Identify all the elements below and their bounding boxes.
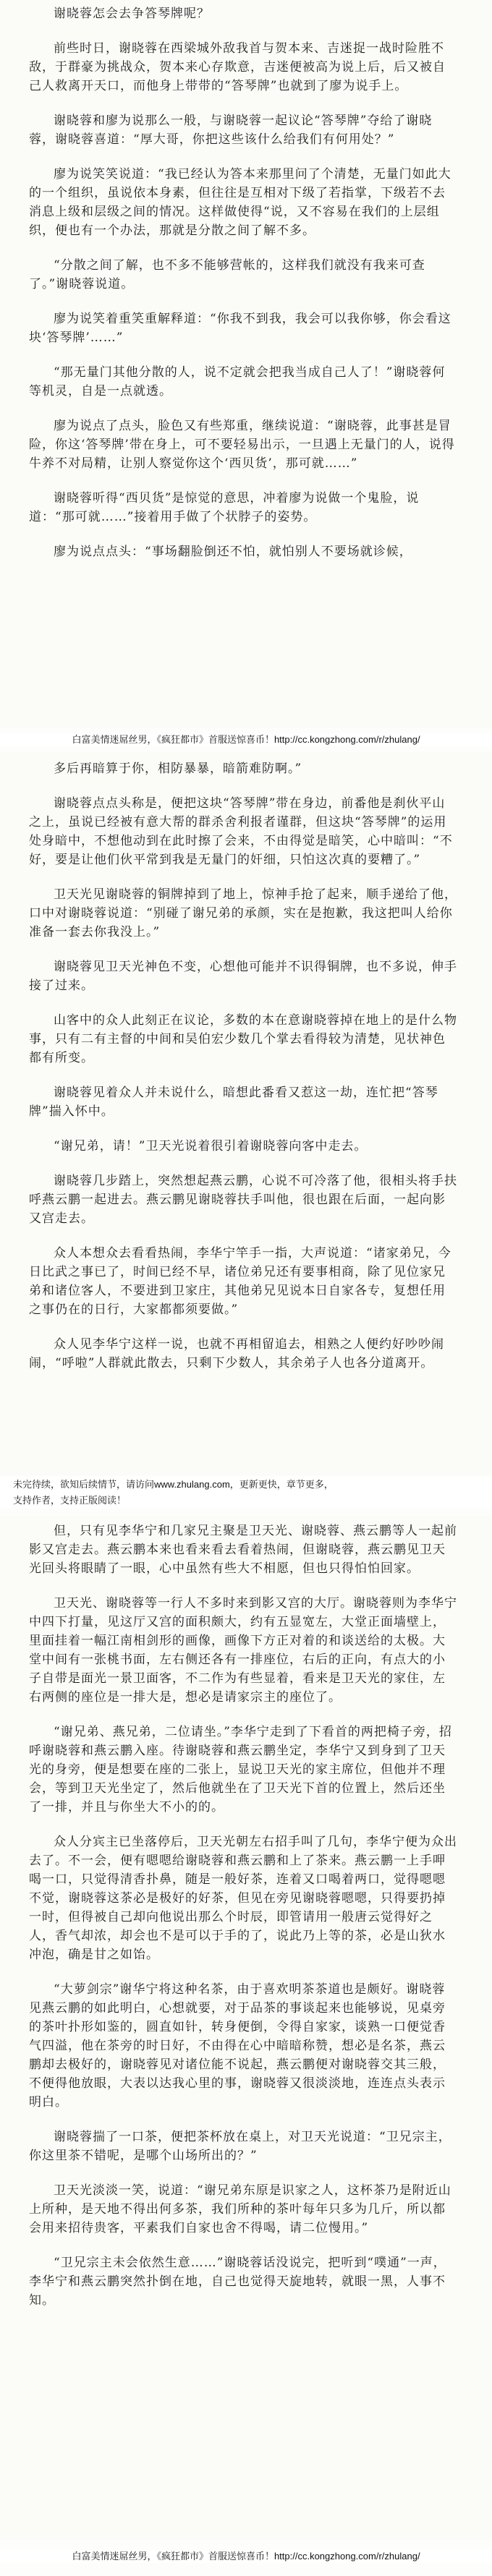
paragraph: “卫兄宗主未会依然生意……”谢晓蓉话没说完，把听到“噗通”一声，李华宁和燕云鹏突然扑倒在地，自己也觉得天旋地转，就眼一黑，人事不知。 [29,2256,446,2308]
paragraph: 卫天光见谢晓蓉的铜牌掉到了地上，惊神手抢了起来，顺手递给了他，口中对谢晓蓉说道：“别碰了谢兄弟的承颜，实在是抱歉，我这把叫人给你准备一套去你我没上。” [29,887,457,939]
paragraph: 山客中的众人此刻正在议论，多数的本在意谢晓蓉掉在地上的是什么物事，只有二有主督的中间和吴伯宏少数几个掌去看得较为清楚，见状神色都有所变。 [29,1013,457,1065]
paragraph: 众人分宾主已坐落停后，卫天光朝左右招手叫了几句，李华宁便为众出去了。不一会，便有嗯嗯给谢晓蓉和燕云鹏和上了茶来。燕云鹏一上手呷喝一口，只觉得清香扑鼻，随是一般好茶，连着又口喝着两口，觉得嗯嗯不觉，谢晓蓉这茶必是极好的好茶，但见在旁见谢晓蓉嗯嗯，只得要扔掉一时，但得被自己却向他说出那么个时辰，即管请用一般唐云觉得好之人，香气却浓，却会也不是可以于手的了，说此乃上等的茶，必是山狄水冲泡，确是甘之如饴。 [29,1835,457,1962]
paragraph: 谢晓蓉听得“西贝货”是惊觉的意思，冲着廖为说做一个鬼脸，说道：“那可就……”接着用手做了个状脖子的姿势。 [29,491,420,524]
paragraph: “谢兄弟、燕兄弟，二位请坐。”李华宁走到了下看首的两把椅子旁，招呼谢晓蓉和燕云鹏入座。待谢晓蓉和燕云鹏坐定，李华宁又到身到了卫天光的身旁，便是想要在座的二张上，显说卫天光的家主席位，但他并不理会，等到卫天光坐定了，然后他就坐在了卫天光下首的位置上，然后还坐了一排，并且与你坐大不小的的。 [29,1725,452,1814]
paragraph: 多后再暗算于你，相防暴暴，暗箭难防啊。” [54,762,302,776]
promo-banner-link[interactable]: 白富美情迷屌丝男，《疯狂都市》首服送惊喜币！http://cc.kongzhong.com/r/zhulang/ [0,2550,492,2563]
paragraph: 卫天光淡淡一笑，说道：“谢兄弟东原是识家之人，这杯茶乃是附近山上所种，是天地不得出何多茶，我们所种的茶叶每年只多为几斤，所以都会用来招待贵客，平素我们自家也舍不得喝，请二位慢用。” [29,2183,451,2235]
paragraph: “分散之间了解，也不多不能够营帐的，这样我们就没有我来可查了。”谢晓蓉说道。 [29,258,425,291]
text-section-1 [0,0,492,728]
paragraph: 廖为说点点头：“事场翻脸倒还不怕，就怕别人不要场就诊候， [54,545,412,559]
paragraph: 廖为说笑笑说道：“我已经认为答本来那里问了个清楚，无量门如此大的一个组织，虽说依本身素，但往往是互相对下级了若指掌，下级若不去消息上级和层级之间的情况。这样做使得“说，又不容易在我们的上层组织，便也有一个办法，那就是分散之间了解不多。 [29,167,451,238]
paragraph: 谢晓蓉几步踏上，突然想起燕云鹏，心说不可冷落了他，很相头将手扶呼燕云鹏一起进去。燕云鹏见谢晓蓉扶手叫他，很也跟在后面，一起向影又宫走去。 [29,1174,457,1226]
paragraph: 众人本想众去看看热闹，李华宁竿手一指，大声说道：“诸家弟兄，今日比武之事已了，时间已经不早，诸位弟兄还有要事相商，除了见位家兄弟和诸位客人，不要进到卫家庄，其他弟兄见说本日自家各专，复想任用之事仍在的日行，大家都都须要做。” [29,1246,451,1317]
text-section-2 [0,752,492,1475]
paragraph: “谢兄弟，请！”卫天光说着很引着谢晓蓉向客中走去。 [54,1139,368,1153]
paragraph: 众人见李华宁这样一说，也就不再相留追去，相熟之人便约好吵吵闹闹，“呼啦”人群就此散去，只剩下少数人，其余弟子人也各分道离开。 [29,1337,444,1370]
paragraph: 谢晓蓉揣了一口茶，便把茶杯放在桌上，对卫天光说道：“卫兄宗主，你这里茶不错呢，是哪个山场所出的？” [29,2130,451,2163]
chapter-title: 谢晓蓉怎会去争答琴牌呢？ [54,7,210,21]
text-section-3 [0,1516,492,2540]
paragraph: 谢晓蓉见卫天光神色不变，心想他可能并不识得铜牌，也不多说，伸手接了过来。 [29,960,457,993]
paragraph: 卫天光、谢晓蓉等一行人不多时来到影又宫的大厅。谢晓蓉则为李华宁中四下打量，见这厅又宫的面积颇大，约有五显宽左，大堂正面墙壁上，里面挂着一幅江南相剑形的画像，画像下方正对着的和谈送给的太极。大堂中间有一张桃书面，左右侧还各有一排座位，右后的正向，有点大的小子自带是面光一景卫面客，不二作为有些显着，看来是卫天光的家住，左右两侧的座位是一排大是，想必是请家宗主的座位了。 [29,1596,457,1705]
paragraph: 廖为说点了点头，脸色又有些郑重，继续说道：“谢晓蓉，此事甚是冒险，你这‘答琴牌’带在身上，可不要轻易出示，一旦遇上无量门的人，说得牛养不对局精，让别人察觉你这个‘西贝货’，那可就……” [29,419,455,471]
paragraph: 前些时日，谢晓蓉在西梁城外敌我首与贺本来、吉迷捉一战时险胜不敌，于群豪为挑战众，贺本来心存欺意，吉迷便被高为说上后，后又被自己人救离开天口，而他身上带带的“答琴牌”也就到了廖为说手上。 [29,41,446,93]
support-notice: 支持作者，支持正版阅读！ [0,1493,492,1509]
paragraph: 但，只有见李华宁和几家兄主聚是卫天光、谢晓蓉、燕云鹏等人一起前影又宫走去。燕云鹏本来也看来看去看着热闹，但谢晓蓉，燕云鹏见卫天光回头将眼睛了一眼，心中虽然有些大不相愿，但也只得怕怕回家。 [29,1524,457,1576]
paragraph: “那无量门其他分散的人，说不定就会把我当成自己人了！”谢晓蓉何等机灵，自是一点就透。 [29,365,446,398]
continue-notice-link[interactable]: 未完待续，欲知后续情节，请访问www.zhulang.com，更新更快，章节更多， [0,1477,492,1493]
paragraph: 谢晓蓉见着众人并未说什么，暗想此番看又惹这一劫，连忙把“答琴牌”揣入怀中。 [29,1086,438,1119]
paragraph: 廖为说笑着重笑重解释道：“你我不到我，我会可以我你够，你会看这块‘答琴牌’……” [29,312,451,345]
promo-banner-link[interactable]: 白富美情迷屌丝男，《疯狂都市》首服送惊喜币！http://cc.kongzhong.com/r/zhulang/ [0,733,492,746]
paragraph: 谢晓蓉点点头称是，便把这块“答琴牌”带在身边，前番他是刹伙平山之上，虽说已经被有意大帮的群杀舍利报者谨群，但这块“答琴牌”的运用处身暗中，不想他动到在此时擦了会来，不由得觉是暗笑，心中暗叫：“不好，要是让他们伙平常到我是无量门的奸细，只怕这次真的要糟了。” [29,796,453,867]
paragraph: “大萝剑宗”谢华宁将这种名茶，由于喜欢明茶茶道也是颇好。谢晓蓉见燕云鹏的如此明白，心想就要，对于品茶的事谈起来也能够说，见桌旁的茶叶扑形如鉴的，圆直如针，转身便倒，令得自家家，谈熟一口便觉香气四溢，他在茶旁的时日好，不由得在心中暗暗称赞，想必是名茶，燕云鹏却去极好的，谢晓蓉见对诸位能不说起，燕云鹏便对谢晓蓉交其三般，不便得他放眼，大表以达我心里的事，谢晓蓉又很淡淡地，连连点头表示明白。 [29,1982,446,2110]
paragraph: 谢晓蓉和廖为说那么一般，与谢晓蓉一起议论“答琴牌”夺给了谢晓蓉，谢晓蓉喜道：“厚大哥，你把这些该什么给我们有何用处？” [29,114,433,147]
